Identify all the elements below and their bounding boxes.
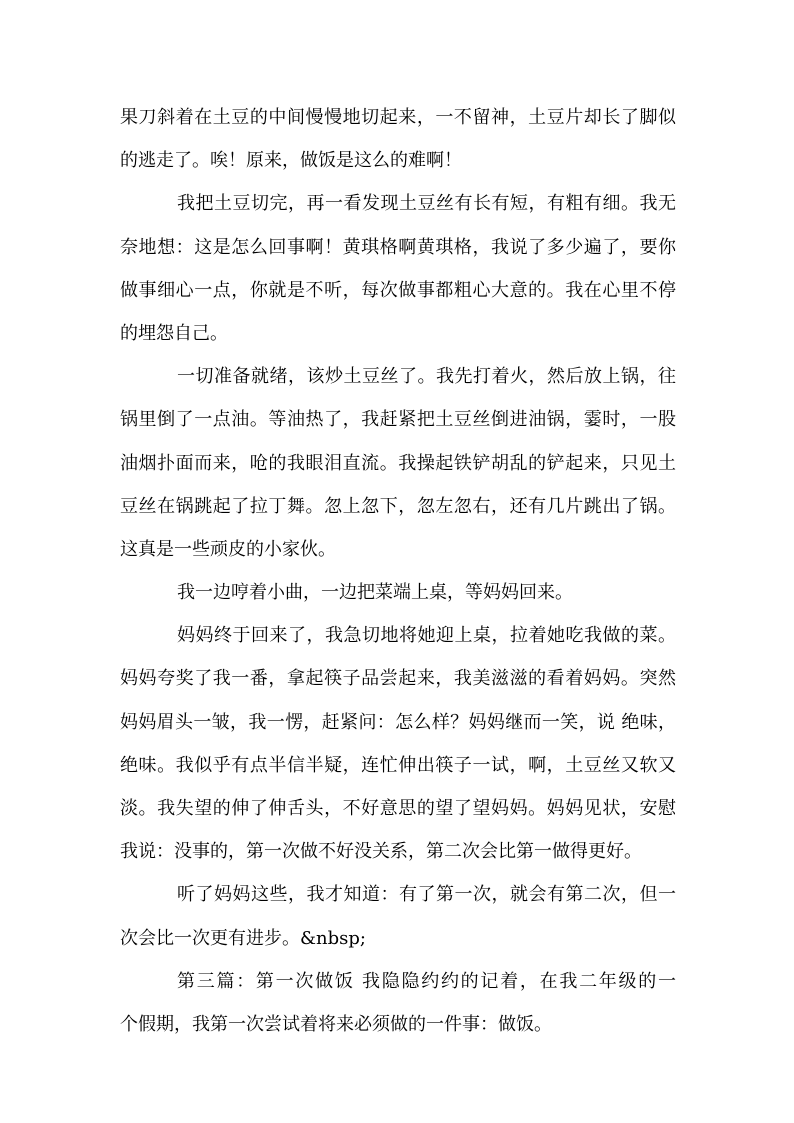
- text-line: 油烟扑面而来，呛的我眼泪直流。我操起铁铲胡乱的铲起来，只见土: [120, 452, 676, 474]
- text-line: 这真是一些顽皮的小家伙。: [120, 538, 336, 560]
- text-line: 豆丝在锅跳起了拉丁舞。忽上忽下，忽左忽右，还有几片跳出了锅。: [120, 495, 676, 517]
- essay-body: [120, 96, 676, 1046]
- text-line: 做事细心一点，你就是不听，每次做事都粗心大意的。我在心里不停: [120, 279, 676, 301]
- text-line: 淡。我失望的伸了伸舌头，不好意思的望了望妈妈。妈妈见状，安慰: [120, 798, 676, 819]
- text-line: 的埋怨自己。: [120, 322, 228, 344]
- text-line: 的逃走了。唉！原来，做饭是这么的难啊！: [120, 150, 462, 172]
- text-line: 锅里倒了一点油。等油热了，我赶紧把土豆丝倒进油锅，霎时，一股: [120, 409, 676, 431]
- section-heading-line: 第三篇：第一次做饭 我隐隐约约的记着，在我二年级的一: [177, 970, 676, 992]
- paragraph-start-line: 听了妈妈这些，我才知道：有了第一次，就会有第二次，但一: [177, 884, 676, 906]
- text-line: 绝味。我似乎有点半信半疑，连忙伸出筷子一试，啊，土豆丝又软又: [120, 754, 676, 776]
- paragraph-start-line: 一切准备就绪，该炒土豆丝了。我先打着火，然后放上锅，往: [177, 366, 676, 388]
- text-line: 次会比一次更有进步。&nbsp;: [120, 927, 366, 949]
- paragraph-start-line: 我一边哼着小曲，一边把菜端上桌，等妈妈回来。: [177, 582, 573, 604]
- text-line: 妈妈眉头一皱，我一愣，赶紧问：怎么样？妈妈继而一笑，说 绝味，: [120, 711, 676, 733]
- text-line: 妈妈夸奖了我一番，拿起筷子品尝起来，我美滋滋的看着妈妈。突然: [120, 668, 676, 690]
- text-line: 果刀斜着在土豆的中间慢慢地切起来，一不留神，土豆片却长了脚似: [120, 107, 676, 128]
- text-line: 奈地想：这是怎么回事啊！黄琪格啊黄琪格，我说了多少遍了，要你: [120, 236, 676, 258]
- text-line: 我说：没事的，第一次做不好没关系，第二次会比第一做得更好。: [120, 841, 642, 863]
- paragraph-start-line: 妈妈终于回来了，我急切地将她迎上桌，拉着她吃我做的菜。: [177, 625, 676, 647]
- text-line: 个假期，我第一次尝试着将来必须做的一件事：做饭。: [120, 1013, 552, 1035]
- paragraph-start-line: 我把土豆切完，再一看发现土豆丝有长有短，有粗有细。我无: [177, 193, 676, 215]
